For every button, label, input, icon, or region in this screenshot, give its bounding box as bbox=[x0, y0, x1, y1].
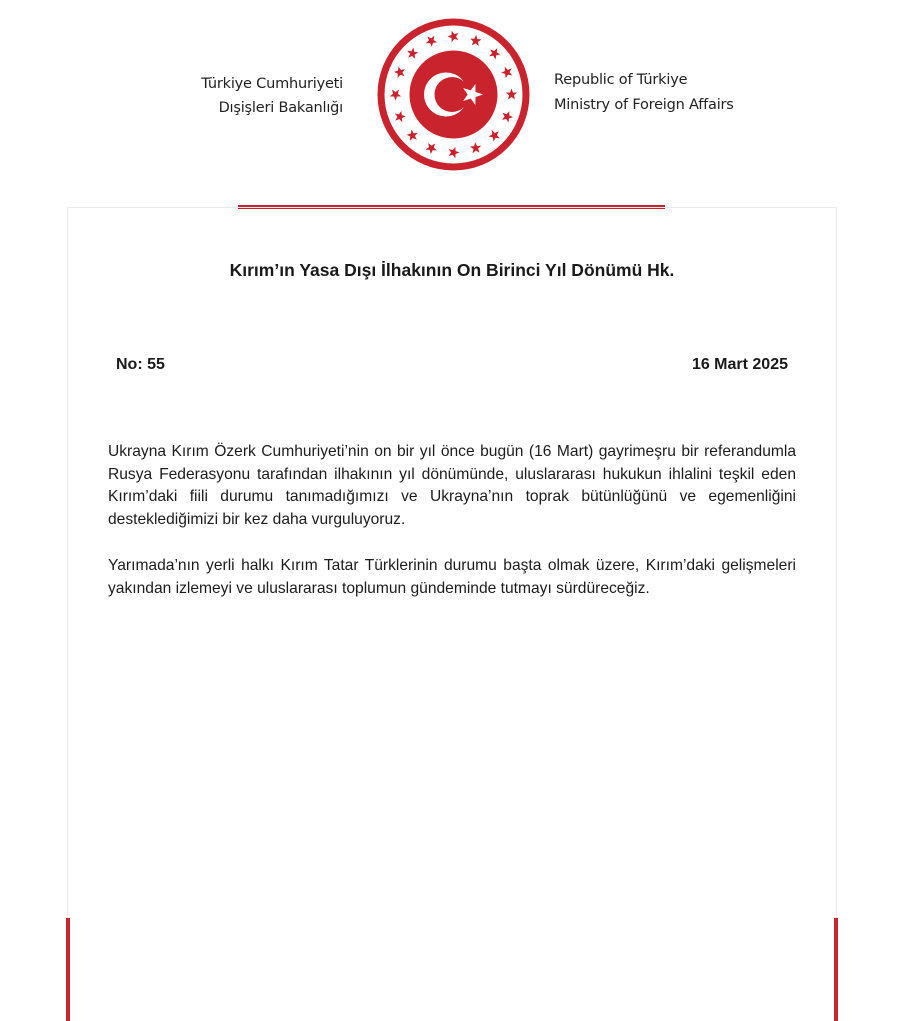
header-left-line-2: Dışişleri Bakanlığı bbox=[218, 100, 343, 116]
body-paragraph-1: Ukrayna Kırım Özerk Cumhuriyeti’nin on bir yıl önce bugün (16 Mart) gayrimeşru bir referandumla Rusya Federasyonu tarafından ilhakının yıl dönümünde, uluslararası hukukun ihlalini teşkil eden Kırım’daki fiili durumu tanımadığımızı ve Ukrayna’nın toprak bütünlüğünü ve egemenliğini desteklediğimizi bir kez daha vurguluyoruz. bbox=[108, 443, 796, 528]
header-ministry-name-english bbox=[554, 68, 774, 118]
body-paragraph-2: Yarımada’nın yerli halkı Kırım Tatar Türklerinin durumu başta olmak üzere, Kırım’daki gelişmeleri yakından izlemeyi ve uluslararası toplumun gündeminde tutmayı sürdüreceğiz. bbox=[108, 557, 796, 597]
document-frame-right bbox=[836, 207, 837, 919]
document-date: 16 Mart 2025 bbox=[691, 356, 788, 373]
header-right-line-2: Ministry of Foreign Affairs bbox=[554, 97, 734, 113]
header-right-line-1: Republic of Türkiye bbox=[554, 72, 688, 88]
document-frame-left bbox=[67, 207, 68, 919]
header-ministry-name-turkish bbox=[180, 72, 343, 120]
document-number: No: 55 bbox=[116, 356, 165, 373]
left-red-side-bar bbox=[66, 918, 70, 1021]
emblem-crescent-inner bbox=[435, 77, 470, 112]
right-red-side-bar bbox=[834, 918, 838, 1021]
document-title: Kırım’ın Yasa Dışı İlhakının On Birinci Yıl Dönümü Hk. bbox=[229, 260, 675, 280]
document-frame-top bbox=[67, 207, 837, 208]
header-left-line-1: Türkiye Cumhuriyeti bbox=[201, 76, 343, 92]
ministry-emblem-icon bbox=[376, 17, 531, 172]
